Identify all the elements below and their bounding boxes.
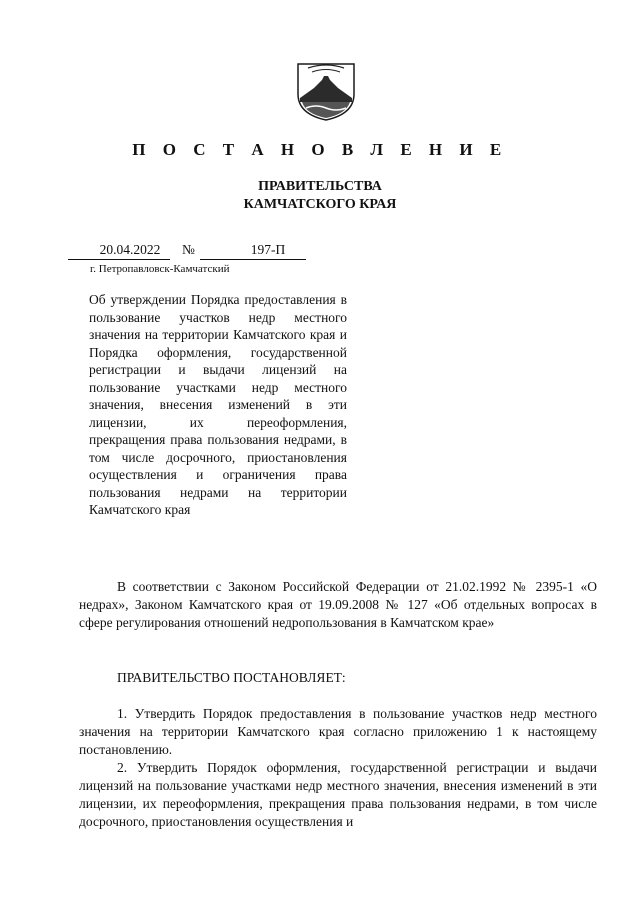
preamble-paragraph: В соответствии с Законом Российской Федерации от 21.02.1992 № 2395-1 «О недрах», Законом Камчатского края от 19.09.2008 № 127 «Об отдельных вопросах в сфере регулирования отношений недропользования в Камчатском крае» — [79, 579, 597, 630]
document-subject: Об утверждении Порядка предоставления в пользование участков недр местного значения на территории Камчатского края и Порядка оформления, государственной регистрации и выдачи лицензий на пользование участками недр местного значения, внесения изменений в эти лицензии, их переоформления, прекращения права пользования недрами, в том числе досрочного, приостановления осуществления и ограничения права пользования недрами на территории Камчатского края — [89, 292, 347, 517]
item-2-paragraph: 2. Утвердить Порядок оформления, государственной регистрации и выдачи лицензий на пользование участками недр местного значения, внесения изменений в эти лицензии, их переоформления, прекращения права пользования недрами, в том числе досрочного, приостановления осуществления и — [79, 760, 597, 829]
issuer-title-line1: ПРАВИТЕЛЬСТВА — [258, 179, 382, 194]
city-label: г. Петропавловск-Камчатский — [90, 263, 230, 275]
number-underline — [200, 259, 306, 260]
document-number: 197-П — [250, 242, 286, 257]
document-date: 20.04.2022 — [99, 242, 161, 257]
coat-of-arms-icon — [294, 58, 358, 122]
date-underline — [68, 259, 170, 260]
resolves-paragraph: ПРАВИТЕЛЬСТВО ПОСТАНОВЛЯЕТ: — [117, 670, 346, 685]
issuer-title-line2: КАМЧАТСКОГО КРАЯ — [243, 197, 397, 212]
document-type-heading: П О С Т А Н О В Л Е Н И Е — [132, 140, 508, 159]
number-sign: № — [182, 242, 195, 257]
issuer-title — [0, 178, 640, 214]
item-1-paragraph: 1. Утвердить Порядок предоставления в пользование участков недр местного значения на территории Камчатского края согласно приложению 1 к настоящему постановлению. — [79, 706, 597, 757]
